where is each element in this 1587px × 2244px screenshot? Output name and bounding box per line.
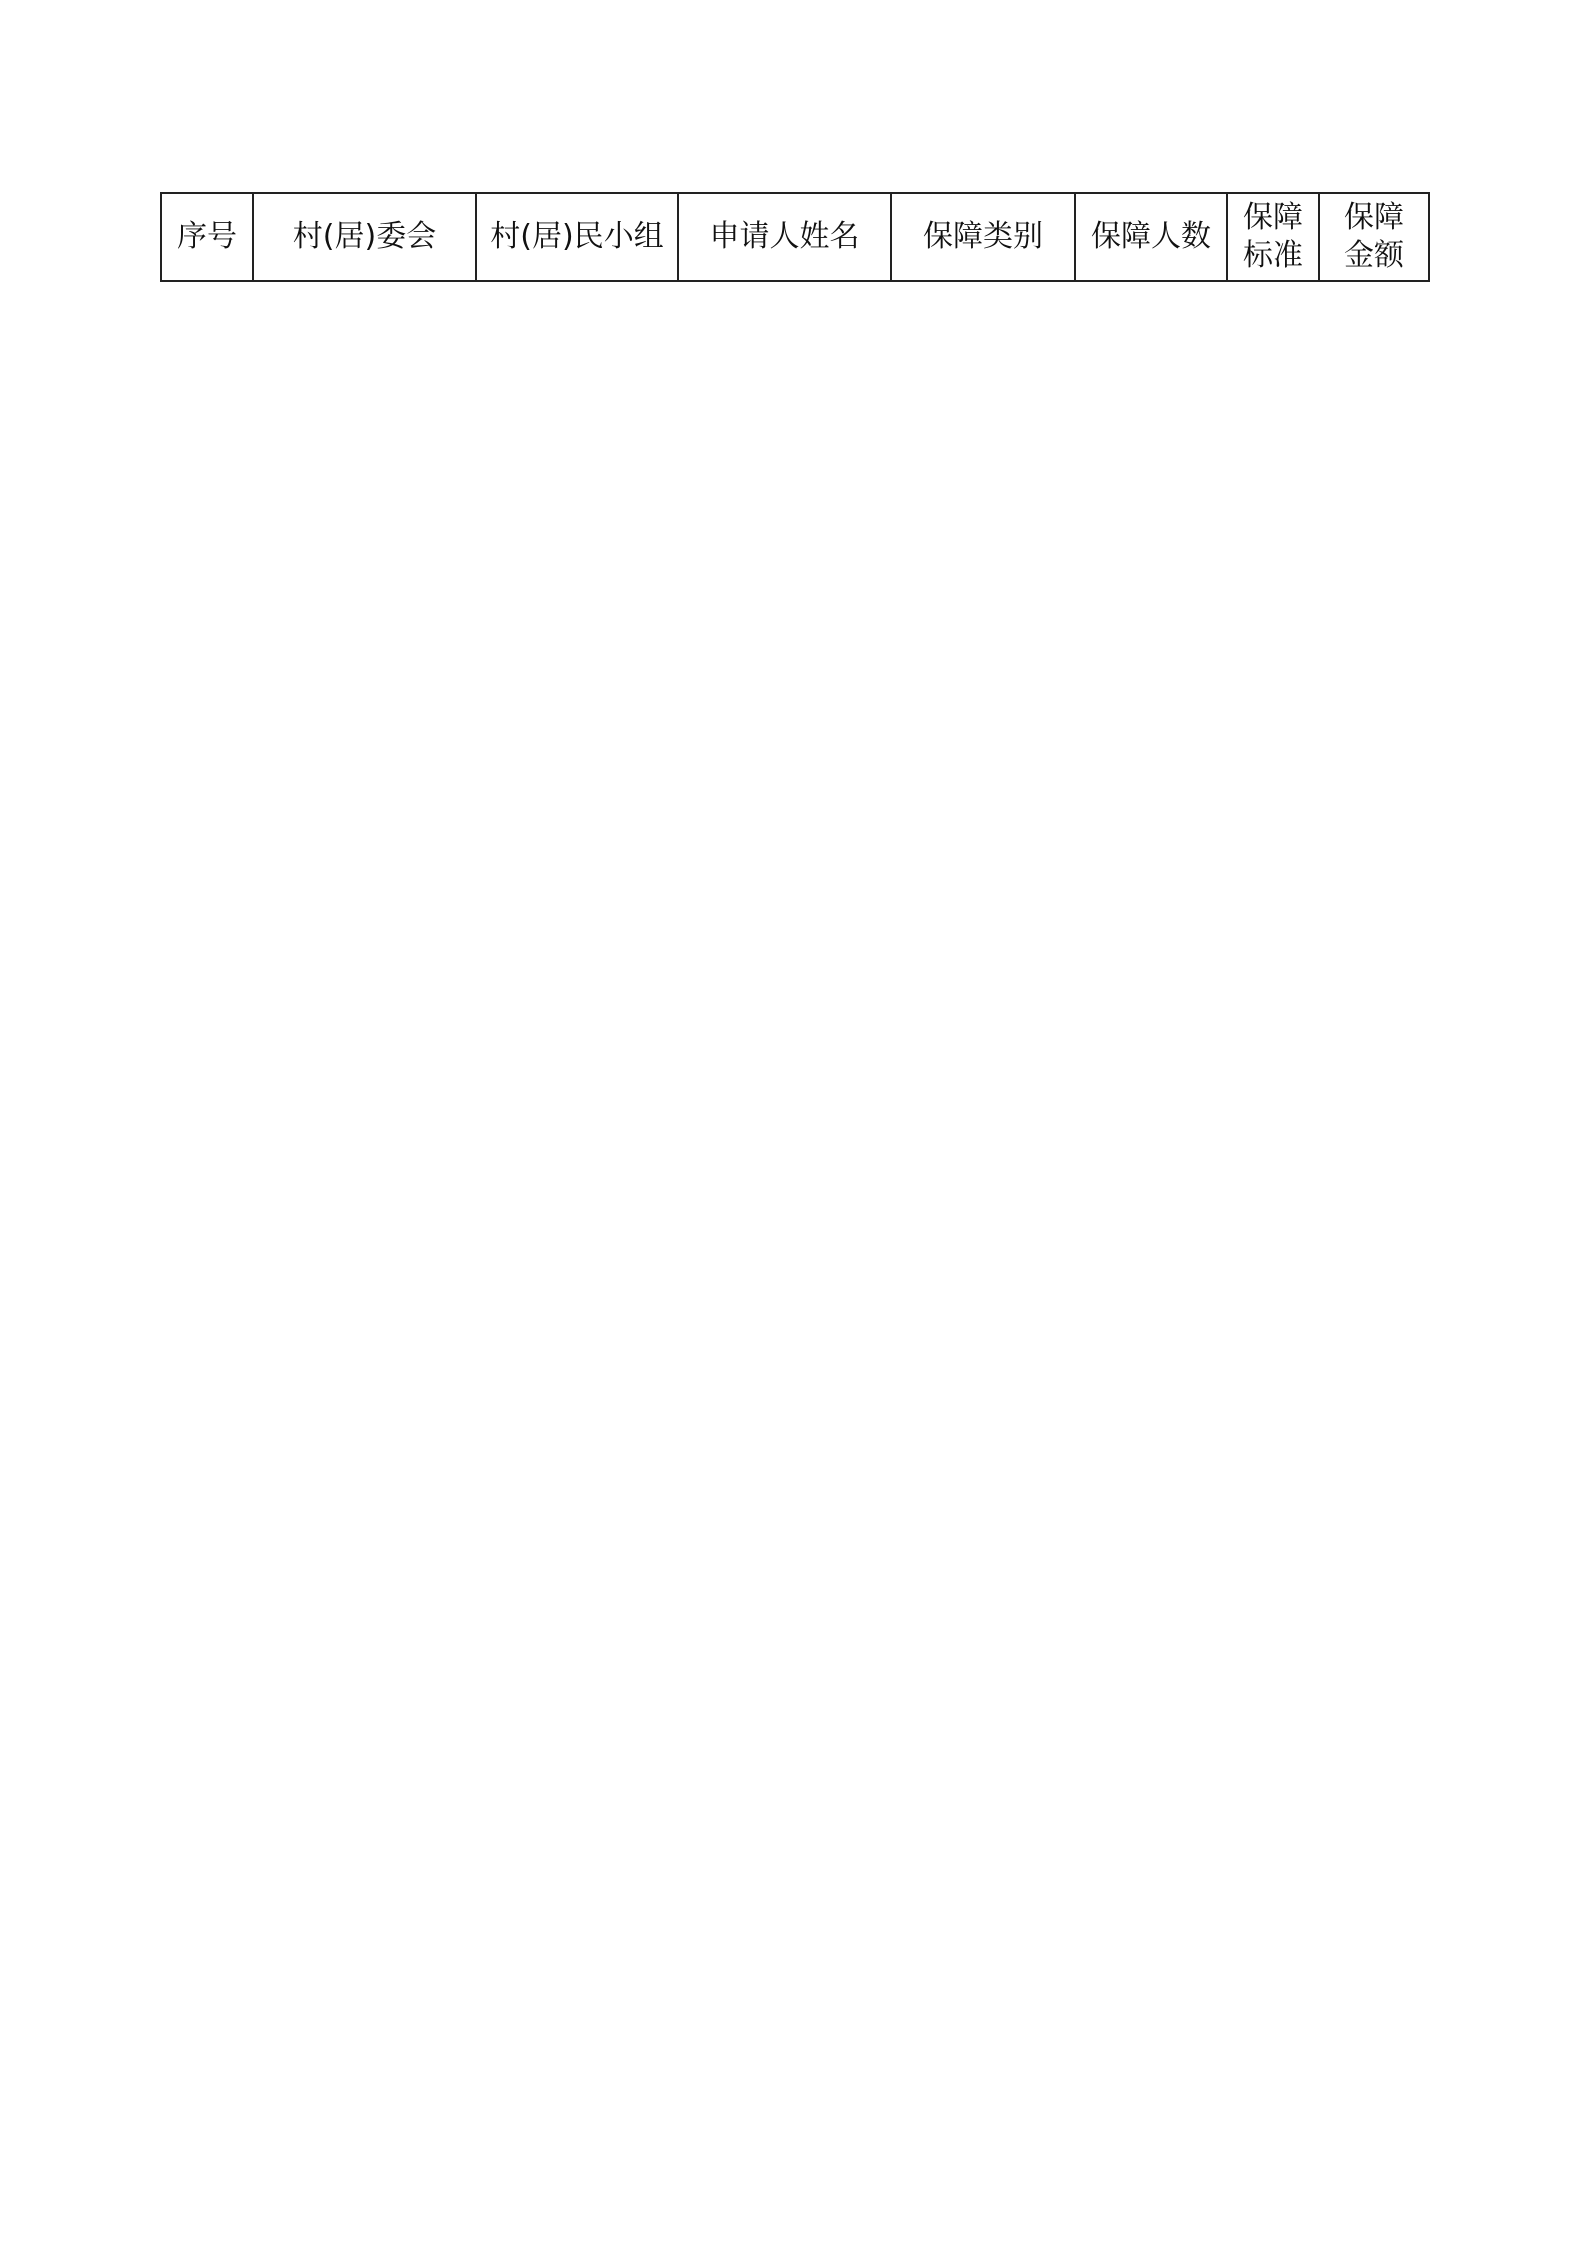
header-committee: 村(居)委会 [253,193,476,281]
relief-roster-table [160,192,1430,282]
header-seq: 序号 [161,193,253,281]
header-amount-line2: 金额 [1344,238,1404,273]
header-standard-line2: 标准 [1243,238,1303,273]
header-standard [1227,193,1319,281]
header-amount [1319,193,1429,281]
header-amount-line1: 保障 [1344,200,1404,235]
header-row [161,193,1429,281]
header-persons: 保障人数 [1075,193,1227,281]
header-category: 保障类别 [891,193,1075,281]
header-applicant: 申请人姓名 [678,193,891,281]
header-group: 村(居)民小组 [476,193,678,281]
header-standard-line1: 保障 [1243,200,1303,235]
